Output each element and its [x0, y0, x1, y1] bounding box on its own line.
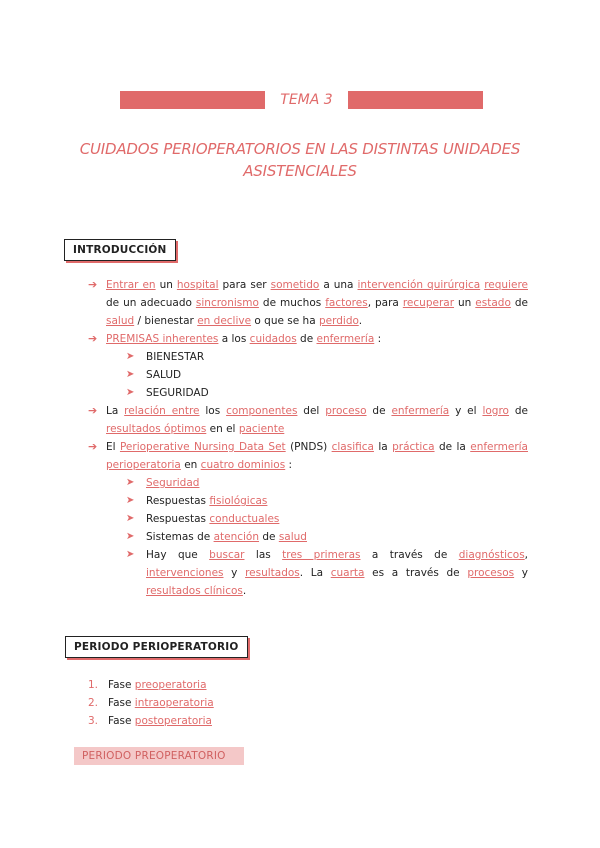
triangle-bullet-icon: ➤: [126, 369, 135, 380]
bullet-paragraph-1: ➔ Entrar en un hospital para ser sometido a una intervención quirúrgica requiere de un adecuado sincronismo de muchos factores, para recuperar un estado de salud / bienestar en declive o que se ha perdido.: [88, 276, 528, 330]
section-heading-periodo-perioperatorio: PERIODO PERIOPERATORIO: [65, 636, 248, 658]
dominio-item: ➤ Respuestas fisiológicas: [88, 492, 528, 510]
premisa-item: ➤ BIENESTAR: [88, 348, 528, 366]
triangle-bullet-icon: ➤: [126, 387, 135, 398]
fase-item: 2. Fase intraoperatoria: [88, 697, 214, 709]
dominio-item: ➤ Sistemas de atención de salud: [88, 528, 528, 546]
fase-item: 1. Fase preoperatoria: [88, 679, 207, 691]
triangle-bullet-icon: ➤: [126, 351, 135, 362]
dominio-item: ➤ Seguridad: [88, 474, 528, 492]
bullet-paragraph-3: ➔ La relación entre los componentes del proceso de enfermería y el logro de resultados óptimos en el paciente: [88, 402, 528, 438]
title-line-1: CUIDADOS PERIOPERATORIOS EN LAS DISTINTAS UNIDADES: [79, 140, 521, 158]
header-bar-right: [348, 91, 483, 109]
triangle-bullet-icon: ➤: [126, 513, 135, 524]
fases-list: [88, 676, 214, 730]
dominio-item: ➤ Respuestas conductuales: [88, 510, 528, 528]
section-heading-periodo-preoperatorio: PERIODO PREOPERATORIO: [74, 747, 244, 765]
triangle-bullet-icon: ➤: [126, 531, 135, 542]
triangle-bullet-icon: ➤: [126, 477, 135, 488]
premisa-item: ➤ SEGURIDAD: [88, 384, 528, 402]
bullet-paragraph-2: ➔ PREMISAS inherentes a los cuidados de enfermería :: [88, 330, 528, 348]
bullet-paragraph-4: ➔ El Perioperative Nursing Data Set (PNDS) clasifica la práctica de la enfermería perioperatoria en cuatro dominios :: [88, 438, 528, 474]
section-heading-introduccion: INTRODUCCIÓN: [64, 239, 176, 261]
triangle-bullet-icon: ➤: [126, 495, 135, 506]
intro-content: [88, 276, 528, 600]
fase-item: 3. Fase postoperatoria: [88, 715, 212, 727]
premisa-item: ➤ SALUD: [88, 366, 528, 384]
page-title: [60, 138, 540, 182]
title-line-2: ASISTENCIALES: [243, 162, 357, 180]
dominio-item: ➤ Hay que buscar las tres primeras a través de diagnósticos, intervenciones y resultados. La cuarta es a través de procesos y resultados clínicos.: [88, 546, 528, 600]
tema-label: TEMA 3: [280, 92, 333, 108]
header-bar-left: [120, 91, 265, 109]
triangle-bullet-icon: ➤: [126, 549, 135, 560]
